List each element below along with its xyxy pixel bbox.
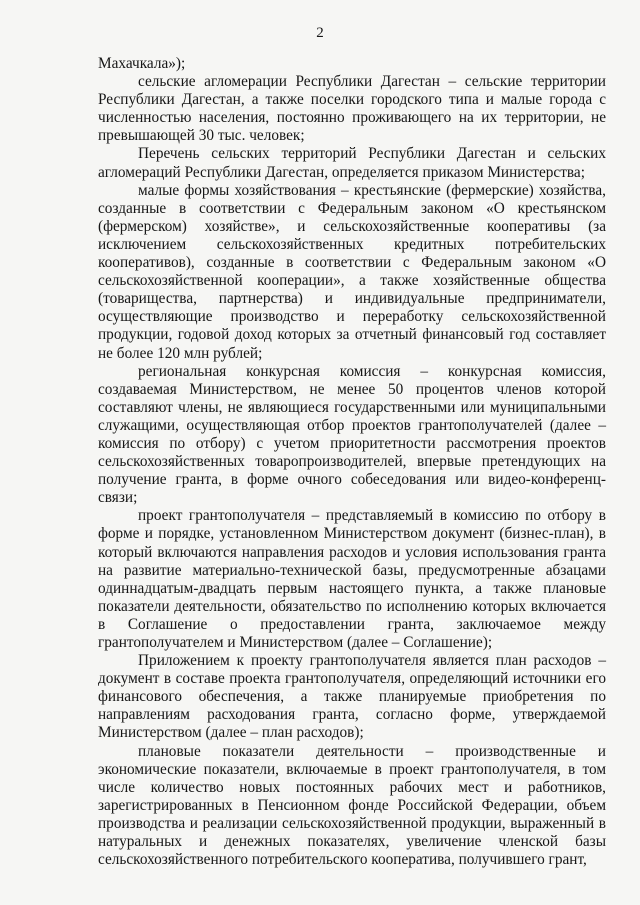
document-body [98, 55, 606, 869]
paragraph-grantee-project: проект грантополучателя – представляемый в комиссию по отбору в форме и порядке, установленном Министерством документ (бизнес-план), в который включаются направления расходов и условия использования гранта на развитие материально-технической базы, предусмотренные абзацами одиннадцатым-двадцать первым настоящего пункта, а также плановые показатели деятельности, обязательство по исполнению которых включается в Соглашение о предоставлении гранта, заключаемое между грантополучателем и Министерством (далее – Соглашение); [98, 507, 606, 651]
paragraph-small-business-forms: малые формы хозяйствования – крестьянские (фермерские) хозяйства, созданные в соответствии с Федеральным законом «О крестьянском (фермерском) хозяйстве», и сельскохозяйственные кооперативы (за исключением сельскохозяйственных кредитных потребительских кооперативов), созданные в соответствии с Федеральным законом «О сельскохозяйственной кооперации», а также хозяйственные общества (товарищества, партнерства) и индивидуальные предприниматели, осуществляющие производство и переработку сельскохозяйственной продукции, годовой доход которых за отчетный финансовый год составляет не более 120 млн рублей; [98, 181, 606, 362]
page-number: 2 [316, 25, 324, 41]
paragraph-expense-plan: Приложением к проекту грантополучателя является план расходов – документ в составе проекта грантополучателя, определяющий источники его финансового обеспечения, а также планируемые приобретения по направлениям расходования гранта, согласно форме, утверждаемой Министерством (далее – план расходов); [98, 652, 606, 742]
paragraph-regional-commission: региональная конкурсная комиссия – конкурсная комиссия, создаваемая Министерством, не менее 50 процентов членов которой составляют члены, не являющиеся государственными или муниципальными служащими, осуществляющая отбор проектов грантополучателей (далее – комиссия по отбору) с учетом приоритетности рассмотрения проектов сельскохозяйственных товаропроизводителей, впервые претендующих на получение гранта, в форме очного собеседования или видео-конференц-связи; [98, 362, 606, 507]
paragraph-rural-agglomerations: сельские агломерации Республики Дагестан – сельские территории Республики Дагестан, а также поселки городского типа и малые города с численностью населения, постоянно проживающего на их территории, не превышающей 30 тыс. человек; [98, 73, 606, 145]
paragraph-planned-indicators: плановые показатели деятельности – производственные и экономические показатели, включаемые в проект грантополучателя, в том числе количество новых постоянных рабочих мест и работников, зарегистрированных в Пенсионном фонде Российской Федерации, объем производства и реализации сельскохозяйственной продукции, выраженный в натуральных и денежных показателях, увеличение членской базы сельскохозяйственного потребительского кооператива, получившего грант, [98, 742, 606, 869]
paragraph-continuation: Махачкала»); [98, 55, 186, 72]
paragraph-territory-list: Перечень сельских территорий Республики Дагестан и сельских агломераций Республики Дагестан, определяется приказом Министерства; [98, 145, 606, 181]
